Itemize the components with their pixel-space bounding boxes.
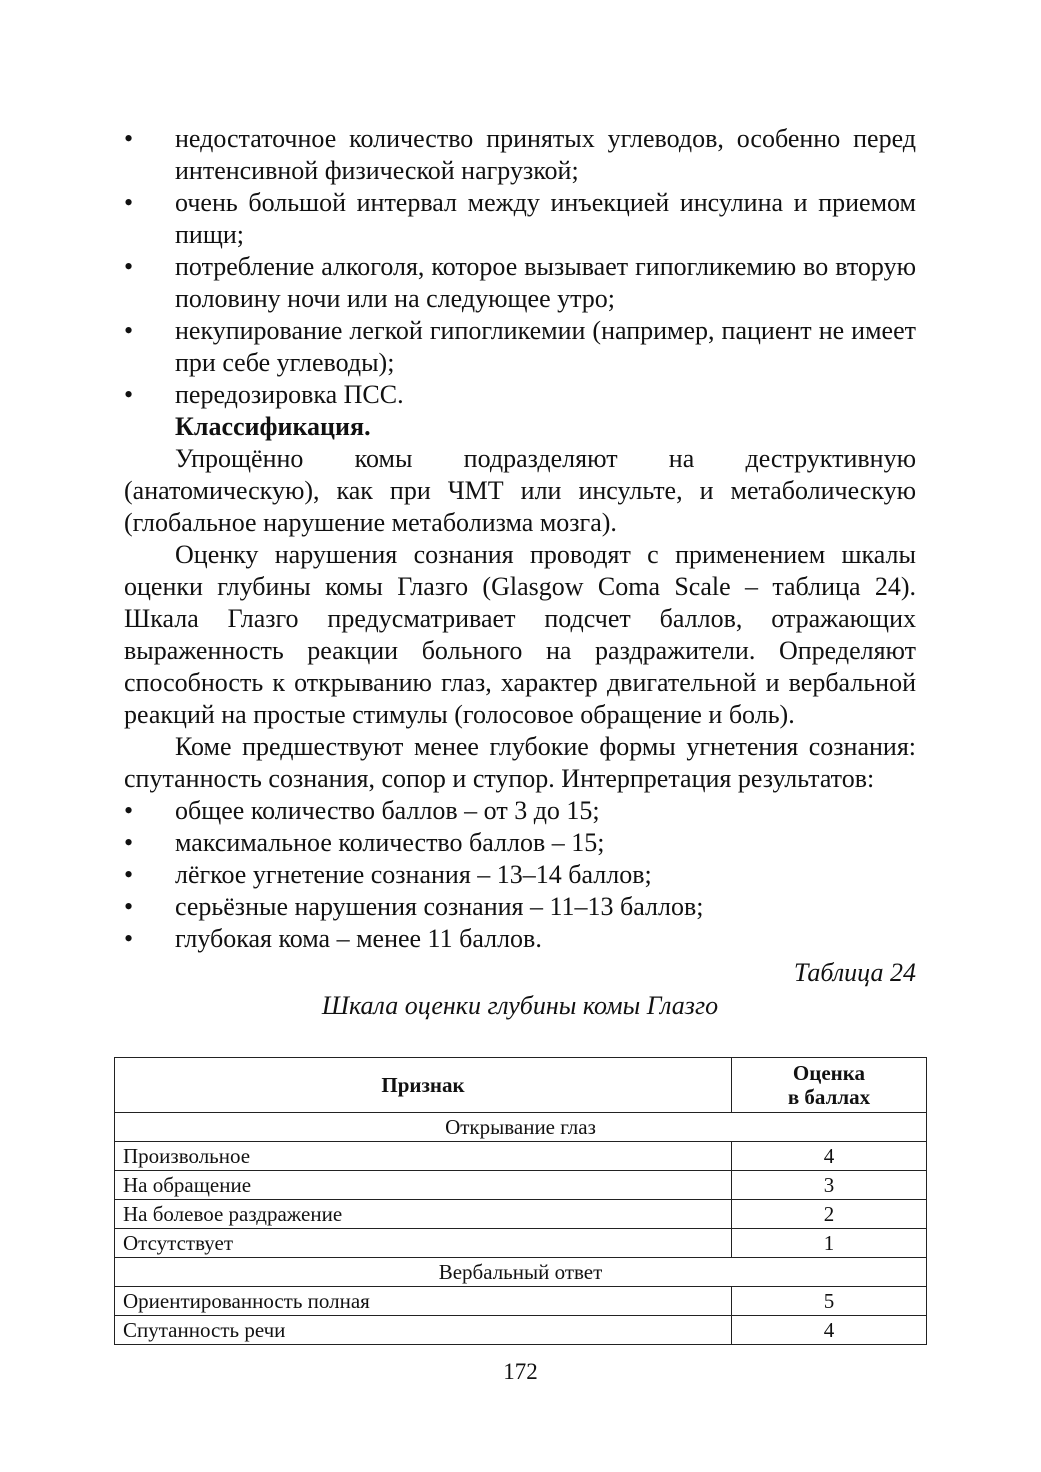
- score-cell: 4: [732, 1316, 927, 1345]
- score-cell: 4: [732, 1142, 927, 1171]
- bullet-list-interpretation: [124, 795, 916, 955]
- header-sign: Признак: [115, 1058, 732, 1113]
- header-score-line2: в баллах: [787, 1085, 871, 1109]
- table-title: Шкала оценки глубины комы Глазго: [321, 991, 719, 1020]
- list-item: • лёгкое угнетение сознания – 13–14 баллов;: [124, 859, 916, 891]
- sign-cell: Произвольное: [115, 1142, 732, 1171]
- sign-cell: Спутанность речи: [115, 1316, 732, 1345]
- score-cell: 5: [732, 1287, 927, 1316]
- sign-cell: На болевое раздражение: [115, 1200, 732, 1229]
- section-row-eyes: [115, 1113, 927, 1142]
- score-cell: 2: [732, 1200, 927, 1229]
- list-item: • потребление алкоголя, которое вызывает гипогликемию во вторую половину ночи или на следующее утро;: [124, 251, 916, 315]
- table-row: [115, 1316, 927, 1345]
- score-cell: 1: [732, 1229, 927, 1258]
- table-row: [115, 1171, 927, 1200]
- score-cell: 3: [732, 1171, 927, 1200]
- list-item: • максимальное количество баллов – 15;: [124, 827, 916, 859]
- sign-cell: На обращение: [115, 1171, 732, 1200]
- table-row: [115, 1287, 927, 1316]
- section-label: Открывание глаз: [115, 1113, 927, 1142]
- page-body: [124, 123, 916, 1022]
- sign-cell: Ориентированность полная: [115, 1287, 732, 1316]
- section-label: Вербальный ответ: [115, 1258, 927, 1287]
- paragraph: Коме предшествуют менее глубокие формы угнетения сознания: спутанность сознания, сопор и ступор. Интерпретация результатов:: [124, 732, 916, 793]
- table-header-row: [115, 1058, 927, 1113]
- list-item: • недостаточное количество принятых углеводов, особенно перед интенсивной физической нагрузкой;: [124, 123, 916, 187]
- paragraph: Упрощённо комы подразделяют на деструктивную (анатомическую), как при ЧМТ или инсульте, и метаболическую (глобальное нарушение метаболизма мозга).: [124, 444, 916, 537]
- table-row: [115, 1229, 927, 1258]
- list-item: • общее количество баллов – от 3 до 15;: [124, 795, 916, 827]
- list-item: • серьёзные нарушения сознания – 11–13 баллов;: [124, 891, 916, 923]
- paragraph: Оценку нарушения сознания проводят с применением шкалы оценки глубины комы Глазго (Glasgow Coma Scale – таблица 24). Шкала Глазго предусматривает подсчет баллов, отражающих выраженность реакции больного на раздражители. Определяют способность к открыванию глаз, характер двигательной и вербальной реакций на простые стимулы (голосовое обращение и боль).: [124, 540, 916, 729]
- section-row-verbal: [115, 1258, 927, 1287]
- table-number: Таблица 24: [793, 958, 916, 987]
- table-row: [115, 1200, 927, 1229]
- list-item: • глубокая кома – менее 11 баллов.: [124, 923, 916, 955]
- page-number: 172: [503, 1359, 538, 1384]
- list-item: • некупирование легкой гипогликемии (например, пациент не имеет при себе углеводы);: [124, 315, 916, 379]
- header-score-line1: Оценка: [792, 1061, 866, 1085]
- sign-cell: Отсутствует: [115, 1229, 732, 1258]
- bullet-list-causes: [124, 123, 916, 411]
- glasgow-coma-scale-table: [114, 1057, 927, 1345]
- header-score: [732, 1058, 927, 1113]
- list-item: • очень большой интервал между инъекцией инсулина и приемом пищи;: [124, 187, 916, 251]
- table-row: [115, 1142, 927, 1171]
- section-heading: Классификация.: [175, 412, 371, 441]
- list-item: • передозировка ПСС.: [124, 379, 916, 411]
